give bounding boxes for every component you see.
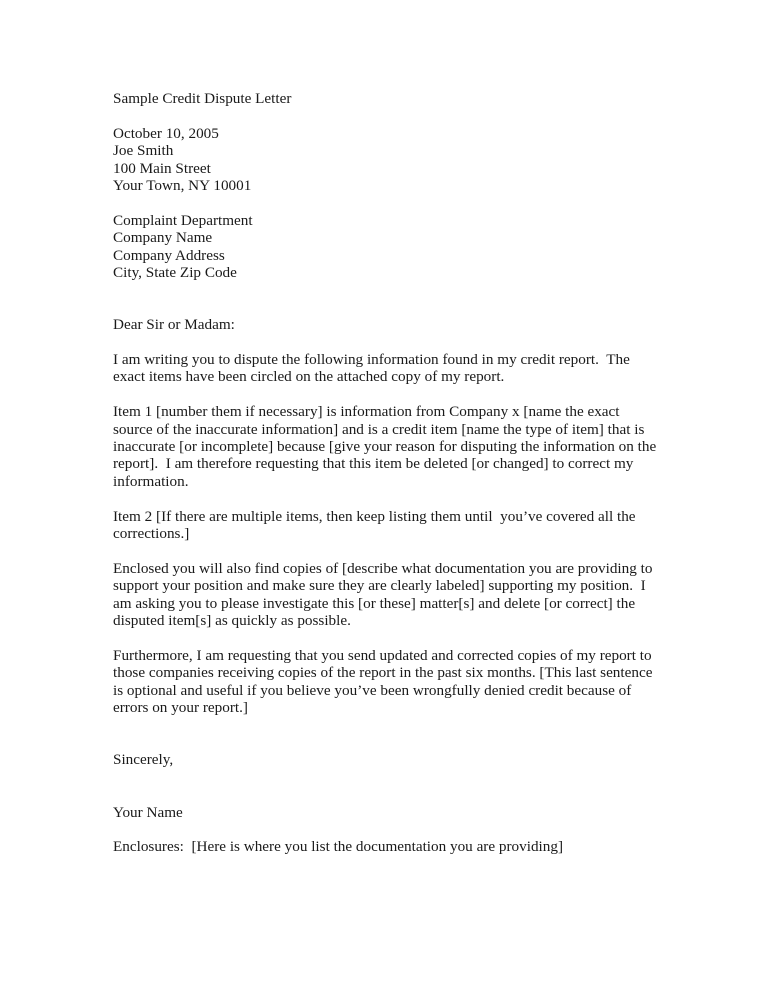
recipient-company: Company Name [113,229,213,247]
paragraph-line: corrections.] [113,525,190,543]
sender-block [113,125,673,195]
recipient-city: City, State Zip Code [113,264,237,282]
signature-name: Your Name [113,803,183,821]
letter-date: October 10, 2005 [113,124,219,142]
paragraph-furthermore [113,647,673,717]
paragraph-line: report]. I am therefore requesting that this item be deleted [or changed] to correct my [113,455,634,473]
paragraph-line: inaccurate [or incomplete] because [give your reason for disputing the information on the [113,438,657,456]
paragraph-line: I am writing you to dispute the following information found in my credit report. The [113,351,630,369]
paragraph-enclosed [113,560,673,630]
recipient-address: Company Address [113,246,225,264]
paragraph-line: Enclosed you will also find copies of [describe what documentation you are providing to [113,559,653,577]
paragraph-line: errors on your report.] [113,699,248,717]
paragraph-line: am asking you to please investigate this [or these] matter[s] and delete [or correct] the [113,594,636,612]
paragraph-line: disputed item[s] as quickly as possible. [113,612,351,630]
paragraph-line: information. [113,472,189,490]
letter-body [113,90,673,856]
paragraph-line: exact items have been circled on the attached copy of my report. [113,368,505,386]
sender-street: 100 Main Street [113,159,211,177]
paragraph-item-1 [113,403,673,490]
paragraph-line: Furthermore, I am requesting that you send updated and corrected copies of my report to [113,646,652,664]
recipient-department: Complaint Department [113,211,253,229]
recipient-block [113,212,673,282]
paragraph-line: those companies receiving copies of the report in the past six months. [This last sentence [113,664,653,682]
closing: Sincerely, [113,751,174,769]
enclosures-line: Enclosures: [Here is where you list the documentation you are providing] [113,838,564,856]
paragraph-line: source of the inaccurate information] and is a credit item [name the type of item] that is [113,420,645,438]
paragraph-line: Item 1 [number them if necessary] is information from Company x [name the exact [113,403,620,421]
paragraph-item-2 [113,508,673,543]
paragraph-line: support your position and make sure they are clearly labeled] supporting my position. I [113,577,646,595]
salutation: Dear Sir or Madam: [113,316,235,334]
paragraph-intro [113,351,673,386]
letter-title: Sample Credit Dispute Letter [113,90,292,107]
sender-name: Joe Smith [113,142,174,160]
paragraph-line: is optional and useful if you believe you’ve been wrongfully denied credit because of [113,681,632,699]
sender-city: Your Town, NY 10001 [113,177,252,195]
paragraph-line: Item 2 [If there are multiple items, then keep listing them until you’ve covered all the [113,507,636,525]
